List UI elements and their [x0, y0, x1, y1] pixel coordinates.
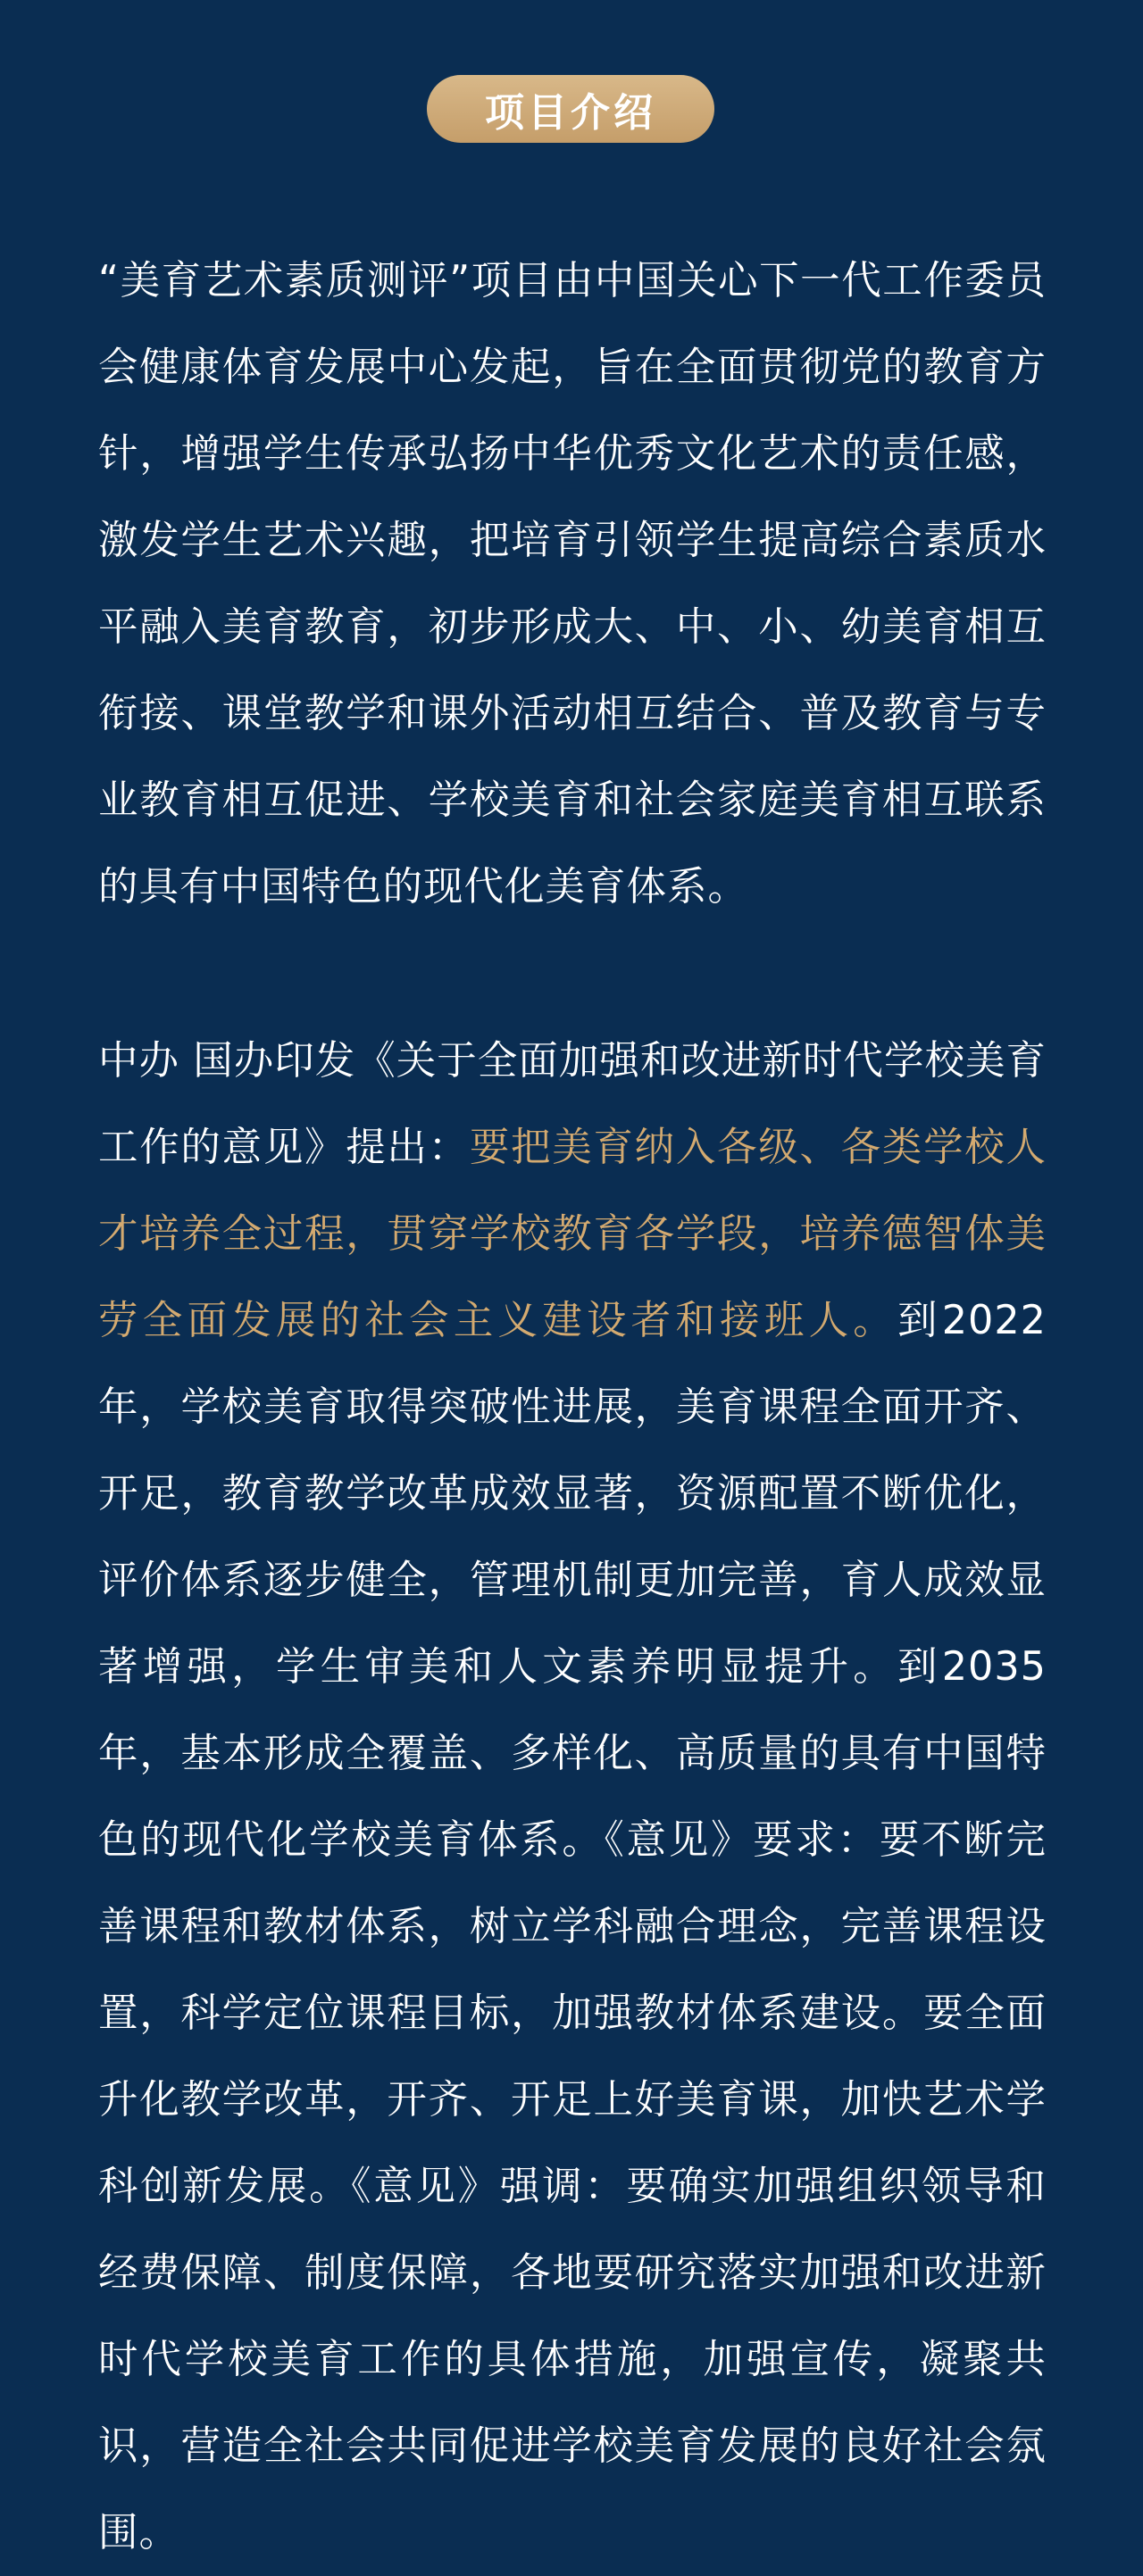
section-title: 项目介绍	[485, 90, 656, 136]
section-title-badge	[427, 75, 714, 143]
policy-paragraph	[98, 1018, 1047, 2576]
policy-detail-text: 到2022年，学校美育取得突破性进展，美育课程全面开齐、开足，教育教学改革成效显著，资源配置不断优化，评价体系逐步健全，管理机制更加完善，育人成效显著增强，学生审美和人文素养明显提升。到2035年，基本形成全覆盖、多样化、高质量的具有中国特色的现代化学校美育体系。《意见》要求：要不断完善课程和教材体系，树立学科融合理念，完善课程设置，科学定位课程目标，加强教材体系建设。要全面升化教学改革，开齐、开足上好美育课，加快艺术学科创新发展。《意见》强调：要确实加强组织领导和经费保障、制度保障，各地要研究落实加强和改进新时代学校美育工作的具体措施，加强宣传，凝聚共识，营造全社会共同促进学校美育发展的良好社会氛围。	[98, 1298, 1047, 2555]
policy-intro-text: 中办 国办印发《关于全面加强和改进新时代学校美育工作的意见》提出：	[98, 1038, 1047, 1170]
intro-paragraph: “美育艺术素质测评”项目由中国关心下一代工作委员会健康体育发展中心发起，旨在全面贯彻党的教育方针，增强学生传承弘扬中华优秀文化艺术的责任感，激发学生艺术兴趣，把培育引领学生提高综合素质水平融入美育教育，初步形成大、中、小、幼美育相互衔接、课堂教学和课外活动相互结合、普及教育与专业教育相互促进、学校美育和社会家庭美育相互联系的具有中国特色的现代化美育体系。	[98, 258, 1047, 910]
policy-highlight-text: 要把美育纳入各级、各类学校人才培养全过程，贯穿学校教育各学段，培养德智体美劳全面发展的社会主义建设者和接班人。	[98, 1125, 1047, 1343]
